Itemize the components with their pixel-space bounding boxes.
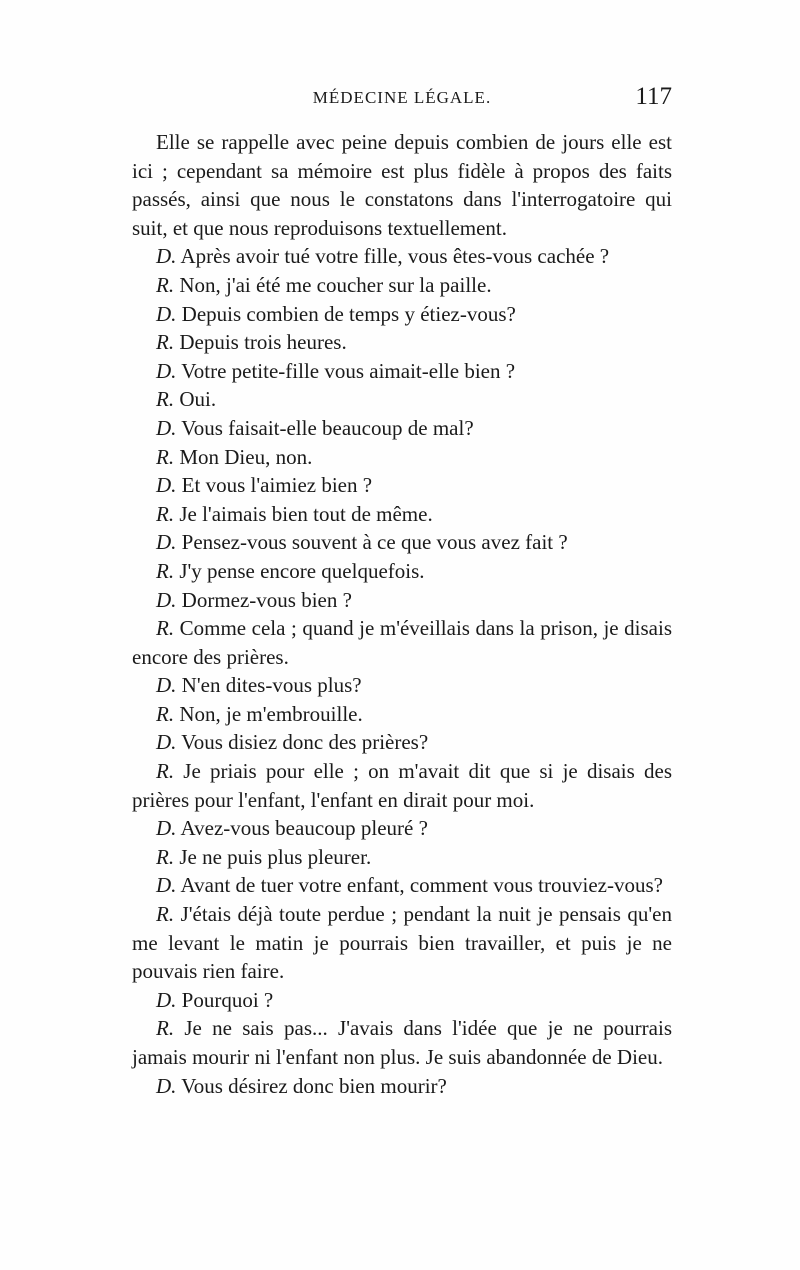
question-marker: D. bbox=[156, 873, 177, 898]
answer-marker: R. bbox=[156, 844, 175, 869]
answer-text: Mon Dieu, non. bbox=[179, 444, 313, 469]
dialogue-line bbox=[132, 443, 672, 472]
dialogue-line bbox=[132, 586, 672, 615]
dialogue-line bbox=[132, 471, 672, 500]
question-text: Vous faisait-elle beaucoup de mal? bbox=[181, 415, 474, 440]
page-number: 117 bbox=[635, 83, 672, 110]
page-header bbox=[132, 83, 672, 120]
dialogue-line bbox=[132, 614, 672, 671]
dialogue-line bbox=[132, 871, 672, 900]
question-text: Pourquoi ? bbox=[181, 987, 274, 1012]
question-text: Avez-vous beaucoup pleuré ? bbox=[180, 816, 428, 841]
answer-text: Je ne puis plus pleurer. bbox=[179, 844, 372, 869]
dialogue-line bbox=[132, 814, 672, 843]
answer-marker: R. bbox=[156, 616, 175, 641]
dialogue-line bbox=[132, 357, 672, 386]
dialogue-line bbox=[132, 328, 672, 357]
dialogue-line bbox=[132, 700, 672, 729]
answer-marker: R. bbox=[156, 387, 175, 412]
dialogue-line bbox=[132, 1014, 672, 1071]
dialogue-line bbox=[132, 900, 672, 986]
body-text bbox=[132, 128, 672, 1100]
answer-text: Non, je m'embrouille. bbox=[179, 701, 363, 726]
answer-text: Oui. bbox=[179, 387, 217, 412]
answer-marker: R. bbox=[156, 902, 175, 927]
question-marker: D. bbox=[156, 530, 177, 555]
answer-text: Je l'aimais bien tout de même. bbox=[179, 501, 433, 526]
answer-text: Je priais pour elle ; on m'avait dit que si je disais des prières pour l'enfant, l'enfant en dirait pour moi. bbox=[132, 759, 673, 812]
question-text: Pensez-vous souvent à ce que vous avez fait ? bbox=[181, 530, 568, 555]
question-marker: D. bbox=[156, 987, 177, 1012]
answer-marker: R. bbox=[156, 701, 175, 726]
dialogue-line bbox=[132, 528, 672, 557]
question-text: Dormez-vous bien ? bbox=[181, 587, 352, 612]
question-marker: D. bbox=[156, 244, 177, 269]
question-text: Depuis combien de temps y étiez-vous? bbox=[181, 301, 516, 326]
question-marker: D. bbox=[156, 473, 177, 498]
question-marker: D. bbox=[156, 587, 177, 612]
answer-text: Je ne sais pas... J'avais dans l'idée que je ne pourrais jamais mourir ni l'enfant non plus. Je suis abandonnée de Dieu. bbox=[132, 1016, 672, 1069]
dialogue-line bbox=[132, 500, 672, 529]
answer-marker: R. bbox=[156, 558, 175, 583]
interrogation-dialogue bbox=[132, 242, 672, 1100]
dialogue-line bbox=[132, 385, 672, 414]
dialogue-line bbox=[132, 671, 672, 700]
dialogue-line bbox=[132, 843, 672, 872]
dialogue-line bbox=[132, 757, 672, 814]
answer-marker: R. bbox=[156, 330, 175, 355]
dialogue-line bbox=[132, 242, 672, 271]
intro-paragraph: Elle se rappelle avec peine depuis combien de jours elle est ici ; cependant sa mémoire est plus fidèle à propos des faits passés, ainsi que nous le constatons dans l'interrogatoire qui suit, et que nous reproduisons textuellement. bbox=[132, 130, 672, 240]
question-text: Après avoir tué votre fille, vous êtes-vous cachée ? bbox=[180, 244, 610, 269]
answer-text: Comme cela ; quand je m'éveillais dans la prison, je disais encore des prières. bbox=[132, 616, 672, 669]
question-marker: D. bbox=[156, 301, 177, 326]
question-marker: D. bbox=[156, 816, 177, 841]
question-marker: D. bbox=[156, 1073, 177, 1098]
dialogue-line bbox=[132, 986, 672, 1015]
dialogue-line bbox=[132, 271, 672, 300]
dialogue-line bbox=[132, 414, 672, 443]
answer-marker: R. bbox=[156, 272, 175, 297]
answer-text: J'y pense encore quelquefois. bbox=[179, 558, 425, 583]
question-marker: D. bbox=[156, 730, 177, 755]
answer-marker: R. bbox=[156, 444, 175, 469]
answer-text: Non, j'ai été me coucher sur la paille. bbox=[179, 272, 492, 297]
question-text: Et vous l'aimiez bien ? bbox=[181, 473, 373, 498]
question-marker: D. bbox=[156, 358, 177, 383]
question-text: Vous désirez donc bien mourir? bbox=[181, 1073, 447, 1098]
answer-marker: R. bbox=[156, 1016, 175, 1041]
question-text: N'en dites-vous plus? bbox=[181, 673, 362, 698]
dialogue-line bbox=[132, 300, 672, 329]
dialogue-line bbox=[132, 728, 672, 757]
question-text: Votre petite-fille vous aimait-elle bien ? bbox=[181, 358, 516, 383]
question-text: Vous disiez donc des prières? bbox=[181, 730, 429, 755]
question-marker: D. bbox=[156, 415, 177, 440]
question-marker: D. bbox=[156, 673, 177, 698]
question-text: Avant de tuer votre enfant, comment vous trouviez-vous? bbox=[180, 873, 663, 898]
answer-marker: R. bbox=[156, 759, 175, 784]
answer-marker: R. bbox=[156, 501, 175, 526]
answer-text: J'étais déjà toute perdue ; pendant la nuit je pensais qu'en me levant le matin je pourrais bien travailler, et puis je ne pouvais rien faire. bbox=[132, 902, 672, 984]
answer-text: Depuis trois heures. bbox=[179, 330, 347, 355]
dialogue-line bbox=[132, 557, 672, 586]
running-title: MÉDECINE LÉGALE. bbox=[312, 88, 492, 107]
dialogue-line bbox=[132, 1072, 672, 1101]
